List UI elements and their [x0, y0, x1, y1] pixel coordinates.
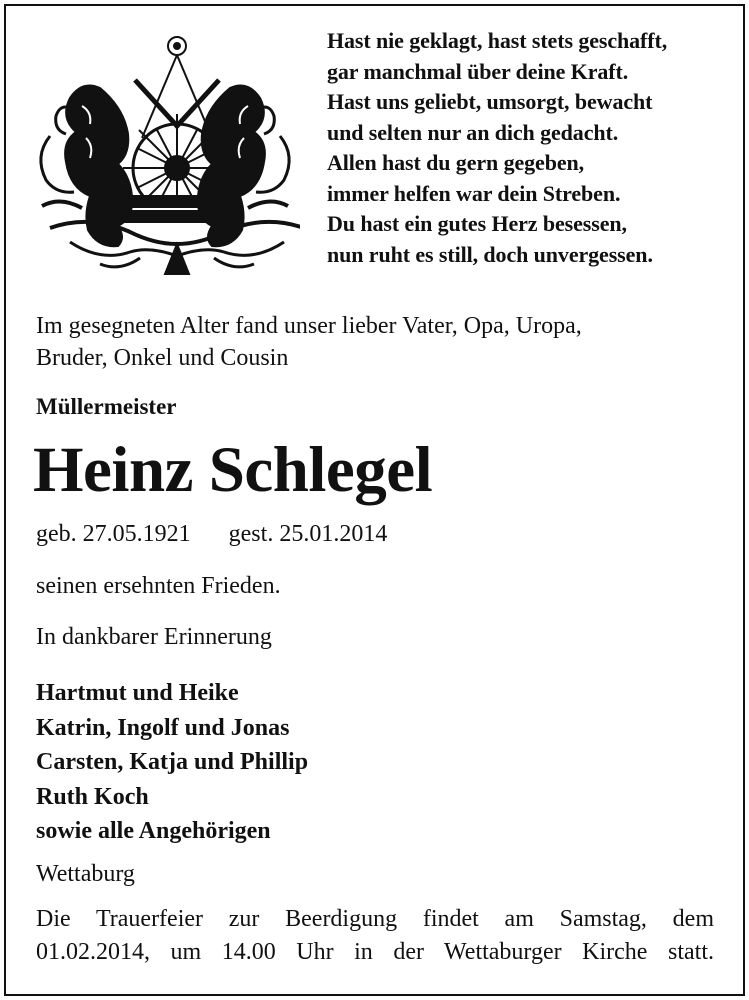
peace-text: seinen ersehnten Frieden.: [36, 573, 281, 599]
birth-date: geb. 27.05.1921: [36, 521, 191, 547]
life-dates: [36, 521, 387, 548]
poem-line: und selten nur an dich gedacht.: [327, 119, 619, 145]
profession: Müllermeister: [36, 394, 177, 419]
poem-line: Hast nie geklagt, hast stets geschafft,: [327, 28, 668, 53]
death-date: gest. 25.01.2014: [228, 521, 388, 547]
intro-text: [36, 310, 726, 374]
poem-line: gar manchmal über deine Kraft.: [327, 58, 629, 84]
poem-line: nun ruht es still, doch unvergessen.: [327, 241, 653, 267]
deceased-name: Heinz Schlegel: [33, 434, 433, 506]
mourner: Hartmut und Heike: [36, 680, 239, 706]
place-name: Wettaburg: [36, 861, 135, 887]
mourners-list: [36, 676, 308, 849]
intro-line: Im gesegneten Alter fand unser lieber Vater, Opa, Uropa,: [36, 313, 582, 339]
poem-line: Hast uns geliebt, umsorgt, bewacht: [327, 89, 653, 114]
mourner: Carsten, Katja und Phillip: [36, 749, 309, 775]
intro-line: Bruder, Onkel und Cousin: [36, 345, 289, 371]
poem: [327, 26, 737, 270]
mourner: sowie alle Angehörigen: [36, 818, 271, 844]
poem-line: immer helfen war dein Streben.: [327, 180, 621, 206]
mourner: Katrin, Ingolf und Jonas: [36, 714, 290, 741]
miller-guild-emblem-icon: [30, 28, 300, 283]
mourner: Ruth Koch: [36, 783, 149, 810]
poem-line: Allen hast du gern gegeben,: [327, 150, 585, 175]
funeral-line: Die Trauerfeier zur Beerdigung findet am Samstag, dem: [36, 906, 714, 932]
funeral-info: [36, 903, 714, 969]
funeral-line: 01.02.2014, um 14.00 Uhr in der Wettaburger Kirche statt.: [36, 939, 714, 965]
memory-text: In dankbarer Erinnerung: [36, 624, 272, 650]
poem-line: Du hast ein gutes Herz besessen,: [327, 211, 627, 236]
